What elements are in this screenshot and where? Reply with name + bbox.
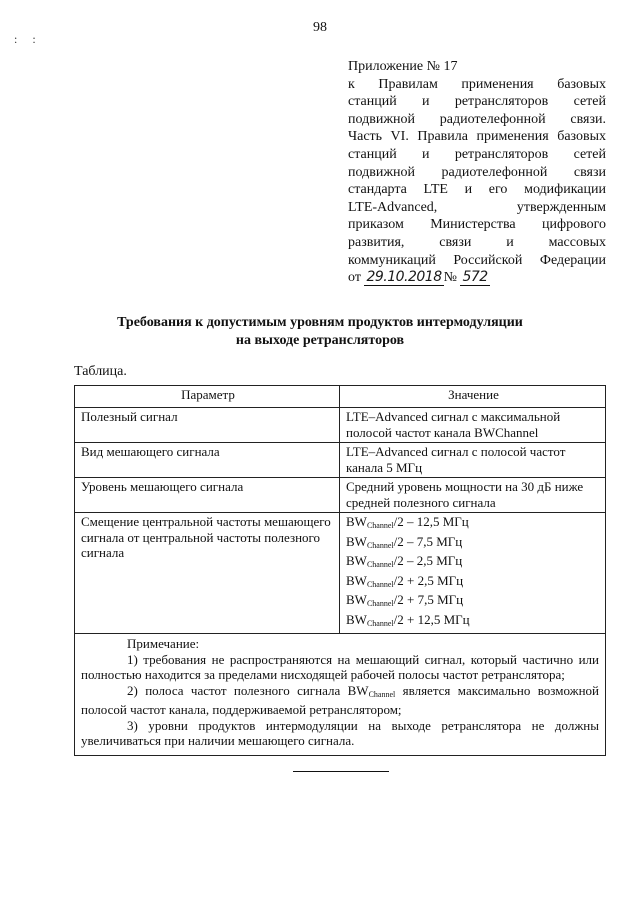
appendix-line: подвижной радиотелефонной связи <box>348 164 606 180</box>
offset-line: $BW_{Channel}/2 + 7,5$ МГц <box>346 592 464 608</box>
appendix-line: развития, связи и массовых <box>348 234 606 250</box>
header-value: Значение <box>340 386 606 408</box>
value-cell-offsets <box>340 513 606 634</box>
order-number: 572 <box>462 269 488 286</box>
appendix-line: станций и ретрансляторов сетей <box>348 146 606 162</box>
offset-line: $BW_{Channel}/2 - 2,5$ МГц <box>346 553 463 569</box>
requirements-table <box>74 385 606 756</box>
margin-marks: : : <box>14 32 42 46</box>
order-date: 29.10.2018 <box>366 269 442 286</box>
value-cell: LTE–Advanced сигнал с полосой частот канала 5 МГц <box>340 443 606 478</box>
appendix-line: коммуникаций Российской Федерации <box>348 252 606 268</box>
value-cell: Средний уровень мощности на 30 дБ ниже средней полезного сигнала <box>340 478 606 513</box>
appendix-line: приказом Министерства цифрового <box>348 217 606 233</box>
appendix-line: подвижной радиотелефонной связи. <box>348 111 606 127</box>
end-divider <box>293 771 389 772</box>
title-line: на выходе ретрансляторов <box>235 333 405 348</box>
param-cell: Смещение центральной частоты мешающего сигнала от центральной частоты полезного сигнала <box>75 513 340 634</box>
table-header-row <box>75 386 606 408</box>
appendix-line: станций и ретрансляторов сетей <box>348 94 606 110</box>
note-item: 2) полоса частот полезного сигнала $BW_{Channel}$ является максимально возможной полосой частот канала, поддерживаемой ретранслятором; <box>81 682 600 717</box>
note-item: 3) уровни продуктов интермодуляции на выходе ретранслятора не должны увеличиваться при наличии мешающего сигнала. <box>81 717 599 748</box>
appendix-block <box>348 58 606 287</box>
offset-line: $BW_{Channel}/2 + 2,5$ МГц <box>346 572 464 589</box>
appendix-line: к Правилам применения базовых <box>348 76 606 92</box>
value-cell: LTE–Advanced сигнал с максимальной полосой частот канала BWChannel <box>340 408 606 443</box>
page-number: 98 <box>313 20 327 35</box>
offset-line: $BW_{Channel}/2 + 12,5$ МГц <box>346 611 470 628</box>
appendix-line: LTE-Advanced, утвержденным <box>348 199 606 215</box>
appendix-line: Часть VI. Правила применения базовых <box>348 129 606 145</box>
note-item: 1) требования не распространяются на мешающий сигнал, который частично или полностью находится за пределами нисходящей рабочей полосы частот ретранслятора; <box>81 651 599 682</box>
table-row <box>75 513 606 634</box>
param-cell: Вид мешающего сигнала <box>75 443 340 478</box>
table-row <box>75 478 606 513</box>
header-parameter: Параметр <box>75 386 340 408</box>
date-prefix: от <box>348 270 361 286</box>
table-note-row <box>75 634 606 756</box>
note-cell <box>75 634 606 756</box>
document-title <box>60 314 580 350</box>
param-cell: Уровень мешающего сигнала <box>75 478 340 513</box>
order-date-line <box>348 269 606 287</box>
number-prefix: № <box>443 270 457 286</box>
table-label: Таблица. <box>74 364 127 379</box>
title-line: Требования к допустимым уровням продуктов интермодуляции <box>117 315 523 330</box>
table-row <box>75 408 606 443</box>
appendix-line: Приложение № 17 <box>348 59 458 74</box>
table-row <box>75 443 606 478</box>
appendix-line: стандарта LTE и его модификации <box>348 182 606 198</box>
param-cell: Полезный сигнал <box>75 408 340 443</box>
offset-line: $BW_{Channel}/2 - 7,5$ МГц <box>346 533 463 550</box>
offset-line: $BW_{Channel}/2 - 12,5$ МГц <box>346 514 469 530</box>
note-heading: Примечание: <box>127 636 200 651</box>
